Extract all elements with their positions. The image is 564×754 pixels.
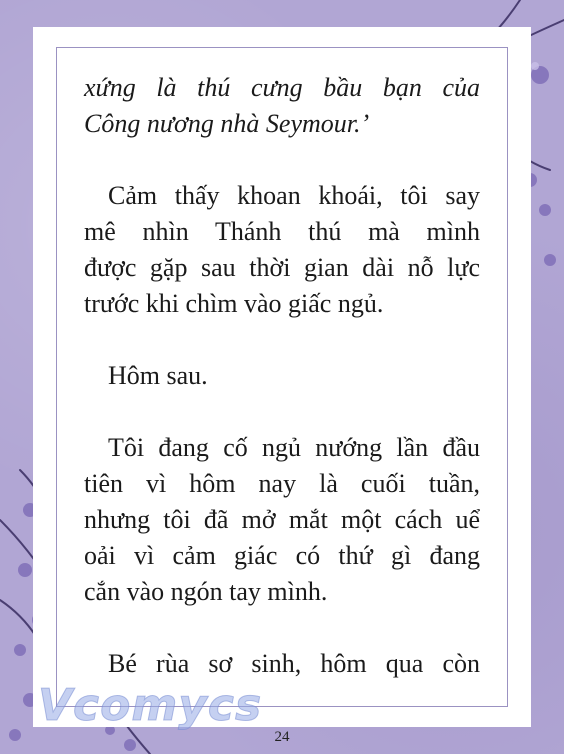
paragraph-gap xyxy=(84,322,480,358)
text-line: trước khi chìm vào giấc ngủ. xyxy=(84,289,384,318)
text-line: Công nương nhà Seymour.’ xyxy=(84,109,370,138)
text-line: Bé rùa sơ sinh, hôm qua còn xyxy=(108,649,480,678)
paragraph-gap xyxy=(84,394,480,430)
text-line: Cảm thấy khoan khoái, tôi say xyxy=(108,181,480,210)
page-text xyxy=(84,70,480,682)
text-line: oải vì cảm giác có thứ gì đang xyxy=(84,541,480,570)
text-line: tiên vì hôm nay là cuối tuần, xyxy=(84,469,480,498)
text-line: Hôm sau. xyxy=(108,361,208,390)
text-line: cắn vào ngón tay mình. xyxy=(84,577,328,606)
paragraph-gap xyxy=(84,142,480,178)
text-line: được gặp sau thời gian dài nỗ lực xyxy=(84,253,480,282)
text-line: mê nhìn Thánh thú mà mình xyxy=(84,217,480,246)
paragraph-gap xyxy=(84,610,480,646)
text-line: Tôi đang cố ngủ nướng lần đầu xyxy=(108,433,480,462)
text-line: nhưng tôi đã mở mắt một cách uể xyxy=(84,505,480,534)
text-line: xứng là thú cưng bầu bạn của xyxy=(84,73,480,102)
watermark-logo: Vcomycs xyxy=(38,680,263,731)
page-number: 24 xyxy=(274,729,290,745)
